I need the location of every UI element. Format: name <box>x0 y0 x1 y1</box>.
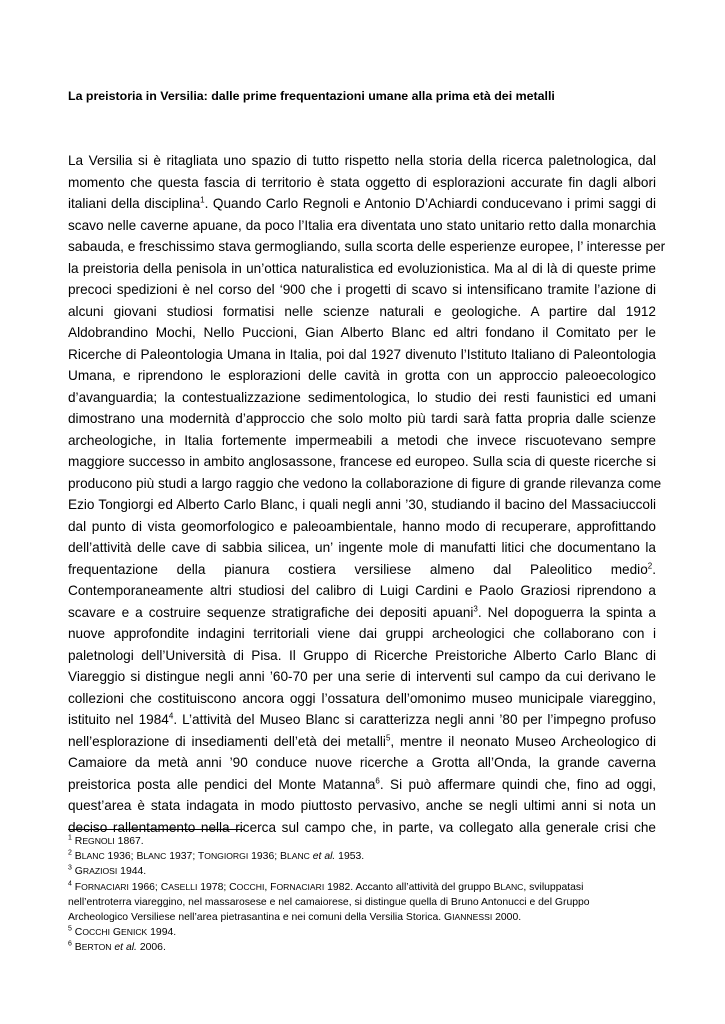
footnote-text: COCCHI GENICK 1994. <box>74 927 177 939</box>
body-line <box>68 193 656 215</box>
footnote-item <box>68 864 658 879</box>
body-line <box>68 688 656 710</box>
footnote-text: REGNOLI 1867. <box>74 836 144 847</box>
body-line <box>68 322 656 344</box>
footnote-number: 5 <box>68 925 72 933</box>
footnote-text: Archeologico Versiliese nell’area pietrasantina e nei comuni della Versilia Storica. GIANNESSI 2000. <box>68 912 522 924</box>
footnote-marker[interactable]: 2 <box>647 560 653 570</box>
body-line <box>68 365 656 387</box>
footnote-text: BLANC 1936; BLANC 1937; TONGIORGI 1936; BLANC et al. 1953. <box>74 851 365 863</box>
footnote-item <box>68 940 658 955</box>
body-text-segment: dal punto di vista geomorfologico e paleoambientale, hanno modo di recuperare, approfittando <box>68 518 656 534</box>
footnote-item <box>68 925 658 940</box>
footnote-number: 3 <box>68 864 72 872</box>
body-text-segment: italiani della disciplina <box>68 196 201 211</box>
body-text-segment: Aldobrandino Mochi, Nello Puccioni, Gian Alberto Blanc ed altri fondano il Comitato per le <box>68 325 656 340</box>
body-line <box>68 731 656 753</box>
body-line <box>68 172 656 194</box>
body-text-segment: archeologiche, in Italia fortemente impermeabili a metodi che invece riscuotevano sempre <box>68 432 656 448</box>
body-text-segment: dimostrano una modernità d’approccio che solo molto più tardi sarà fatta propria dalle scienze <box>68 411 656 426</box>
body-text-segment: producono più studi a largo raggio che vedono la collaborazione di figure di grande rilevanza come <box>68 475 662 491</box>
body-line <box>68 387 656 409</box>
footnote-marker[interactable]: 5 <box>385 732 391 742</box>
footnote-item <box>68 834 658 849</box>
body-text-segment: la preistoria della penisola in un’ottica naturalistica ed evoluzionistica. Ma al di là di queste prime <box>68 260 656 276</box>
footnote-number: 6 <box>68 940 72 948</box>
body-line <box>68 516 656 538</box>
body-line <box>68 301 656 323</box>
body-line <box>68 236 666 258</box>
body-line <box>68 279 656 301</box>
body-text-segment: scavo nelle caverne apuane, da poco l’Italia era diventata uno stato unitario retto dalla monarchia <box>68 217 656 233</box>
body-text-segment: scavare e a costruire sequenze stratigrafiche dei depositi apuani <box>68 604 474 620</box>
body-text-segment: . <box>652 561 656 577</box>
body-text-segment: maggiore successo in ambito anglosassone, francese ed europeo. Sulla scia di queste ricerche si <box>68 454 656 469</box>
body-text-segment: alcuni giovani studiosi formatisi nelle scienze naturali e geologiche. A partire dal 1912 <box>68 303 656 319</box>
body-line <box>68 537 656 559</box>
body-line <box>68 709 656 731</box>
footnote-marker[interactable]: 4 <box>168 711 174 721</box>
body-line <box>68 795 656 817</box>
body-text-segment: nell’esplorazione di insediamenti dell’età dei metalli <box>68 733 386 749</box>
body-text-segment: deciso rallentamento nella ricerca sul campo che, in parte, va collegato alla generale crisi che <box>68 819 656 835</box>
body-text-segment: paletnologi dell’Università di Pisa. Il Gruppo di Ricerche Preistoriche Alberto Carlo Blanc di <box>68 647 656 663</box>
body-line <box>68 473 662 495</box>
body-line <box>68 559 656 581</box>
footnote-marker[interactable]: 6 <box>375 775 380 785</box>
body-text-segment: Camaiore da metà anni ’90 conduce nuove ricerche a Grotta all’Onda, la grande caverna <box>68 755 656 770</box>
body-text-segment: preistorica posta alle pendici del Monte Matanna <box>68 776 376 792</box>
body-text-segment: nuove approfondite indagini territoriali viene dai gruppi archeologici che collaborano con i <box>68 626 656 641</box>
footnote-item <box>68 849 658 864</box>
body-text-segment: quest’area è stata indagata in modo piuttosto pervasivo, anche se negli ultimi anni si nota un <box>68 798 656 813</box>
body-line <box>68 258 656 280</box>
body-text-segment: . L’attività del Museo Blanc si caratterizza negli anni ’80 per l’impegno profuso <box>173 712 656 727</box>
footnote-text: FORNACIARI 1966; CASELLI 1978; COCCHI, FORNACIARI 1982. Accanto all’attività del gruppo BLANC, sviluppatasi <box>74 881 584 893</box>
footnotes-section <box>68 834 658 956</box>
footnote-marker[interactable]: 3 <box>473 603 478 613</box>
body-line <box>68 451 656 473</box>
body-text-segment: Contemporaneamente altri studiosi del calibro di Luigi Cardini e Paolo Graziosi riprendono a <box>68 583 656 598</box>
body-text-segment: frequentazione della pianura costiera versiliese almeno dal Paleolitico medio <box>68 561 648 577</box>
footnote-number: 2 <box>68 849 72 857</box>
footnote-text: GRAZIOSI 1944. <box>74 866 147 878</box>
body-line <box>68 408 656 430</box>
body-text-segment: Viareggio si distingue negli anni ’60-70 per una serie di interventi sul campo da cui derivano le <box>68 669 656 684</box>
body-text-segment: d’avanguardia; la contestualizzazione sedimentologica, lo studio dei resti faunistici ed umani <box>68 389 656 405</box>
body-text-segment: collezioni che costituiscono ancora oggi l’ossatura dell’omonimo museo municipale viareggino, <box>68 690 656 706</box>
body-line <box>68 774 656 796</box>
footnote-item <box>68 895 658 910</box>
body-text-segment: , mentre il neonato Museo Archeologico di <box>390 733 656 749</box>
body-text-segment: . Quando Carlo Regnoli e Antonio D’Achiardi conducevano i primi saggi di <box>204 196 656 211</box>
body-text-segment: momento che questa fascia di territorio è stata oggetto di esplorazioni accurate fin dagli albori <box>68 174 656 190</box>
body-text-segment: . Nel dopoguerra la spinta a <box>477 604 656 620</box>
body-line <box>68 494 656 516</box>
body-line <box>68 645 656 667</box>
body-line <box>68 752 656 774</box>
footnote-item <box>68 910 658 925</box>
body-text-segment: sabauda, e freschissimo stava germogliando, sulla scorta delle esperienze europee, l’ interesse per <box>68 239 666 254</box>
page-title: La preistoria in Versilia: dalle prime frequentazioni umane alla prima età dei metalli <box>68 89 555 103</box>
body-line <box>68 344 656 366</box>
footnote-text: nell’entroterra viareggino, nel massarosese e nel camaiorese, si distingue quella di Bruno Antonucci e del Gruppo <box>68 896 590 908</box>
body-text-segment: Ezio Tongiorgi ed Alberto Carlo Blanc, i quali negli anni ’30, studiando il bacino del Massaciuccoli <box>68 497 656 512</box>
body-line <box>68 666 656 688</box>
body-text-segment: Ricerche di Paleontologia Umana in Italia, poi dal 1927 divenuto l’Istituto Italiano di Paleontologia <box>68 346 656 362</box>
body-paragraph <box>68 150 666 838</box>
body-text-segment: . Si può affermare quindi che, fino ad oggi, <box>379 776 656 792</box>
footnote-separator <box>68 829 244 830</box>
footnote-text: BERTON et al. 2006. <box>74 942 166 954</box>
body-line <box>68 215 656 237</box>
footnote-number: 1 <box>68 834 72 842</box>
footnote-marker[interactable]: 1 <box>200 195 205 205</box>
footnote-number: 4 <box>68 880 72 888</box>
footnote-item <box>68 880 658 895</box>
body-line <box>68 602 656 624</box>
body-line <box>68 623 656 645</box>
body-text-segment: La Versilia si è ritagliata uno spazio di tutto rispetto nella storia della ricerca paletnologica, dal <box>68 153 656 168</box>
body-text-segment: Umana, e riprendono le esplorazioni delle cavità in grotta con un approccio paleoecologico <box>68 368 656 383</box>
body-text-segment: dell’attività delle cave di sabbia silicea, un’ ingente mole di manufatti litici che documentano la <box>68 540 656 555</box>
body-line <box>68 150 656 172</box>
body-line <box>68 430 656 452</box>
body-line <box>68 580 656 602</box>
body-text-segment: istituito nel 1984 <box>68 712 169 727</box>
body-text-segment: precoci spedizioni è nel corso del ‘900 che i progetti di scavo si intensificano tramite l’azione di <box>68 282 656 297</box>
